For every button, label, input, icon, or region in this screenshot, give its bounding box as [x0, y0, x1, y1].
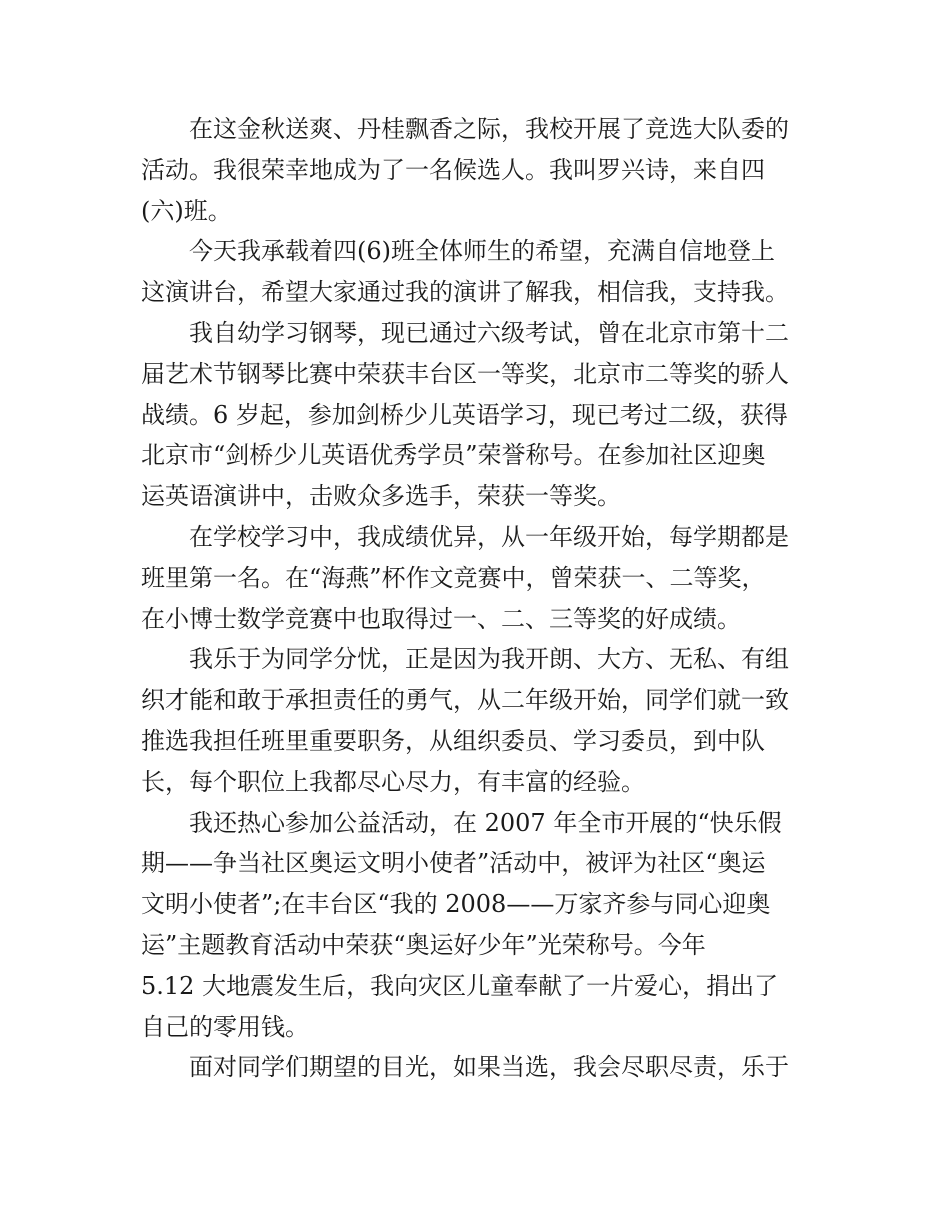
- text-line: (六)班。: [141, 196, 232, 225]
- text-line: 面对同学们期望的目光，如果当选，我会尽职尽责，乐于: [189, 1053, 789, 1082]
- text-line: 文明小使者”;在丰台区“我的 2008——万家齐参与同心迎奥: [141, 890, 771, 919]
- text-line: 自己的零用钱。: [141, 1012, 309, 1041]
- text-line: 在小博士数学竞赛中也取得过一、二、三等奖的好成绩。: [141, 604, 741, 633]
- document-body: [141, 109, 821, 1088]
- text-line: 这演讲台，希望大家通过我的演讲了解我，相信我，支持我。: [141, 278, 789, 307]
- text-line: 在这金秋送爽、丹桂飘香之际，我校开展了竞选大队委的: [189, 115, 789, 143]
- text-line: 班里第一名。在“海燕”杯作文竞赛中，曾荣获一、二等奖，: [141, 563, 766, 592]
- text-line: 织才能和敢于承担责任的勇气，从二年级开始，同学们就一致: [141, 686, 789, 715]
- text-line: 我自幼学习钢琴，现已通过六级考试，曾在北京市第十二: [189, 318, 789, 347]
- text-line: 今天我承载着四(6)班全体师生的希望，充满自信地登上: [189, 237, 775, 266]
- text-line: 运英语演讲中，击败众多选手，荣获一等奖。: [141, 482, 621, 511]
- text-line: 运”主题教育活动中荣获“奥运好少年”光荣称号。今年: [141, 930, 706, 959]
- text-line: 推选我担任班里重要职务，从组织委员、学习委员，到中队: [141, 726, 765, 755]
- text-line: 长，每个职位上我都尽心尽力，有丰富的经验。: [141, 767, 645, 796]
- text-line: 期——争当社区奥运文明小使者”活动中，被评为社区“奥运: [141, 849, 766, 878]
- text-line: 活动。我很荣幸地成为了一名候选人。我叫罗兴诗，来自四: [141, 155, 765, 184]
- text-line: 我乐于为同学分忧，正是因为我开朗、大方、无私、有组: [189, 645, 789, 674]
- text-line: 战绩。6 岁起，参加剑桥少儿英语学习，现已考过二级，获得: [141, 400, 788, 429]
- text-line: 我还热心参加公益活动，在 2007 年全市开展的“快乐假: [189, 808, 782, 837]
- text-line: 届艺术节钢琴比赛中荣获丰台区一等奖，北京市二等奖的骄人: [141, 359, 789, 388]
- text-line: 北京市“剑桥少儿英语优秀学员”荣誉称号。在参加社区迎奥: [141, 441, 766, 470]
- text-line: 5.12 大地震发生后，我向灾区儿童奉献了一片爱心，捐出了: [141, 971, 779, 1000]
- text-line: 在学校学习中，我成绩优异，从一年级开始，每学期都是: [189, 522, 789, 551]
